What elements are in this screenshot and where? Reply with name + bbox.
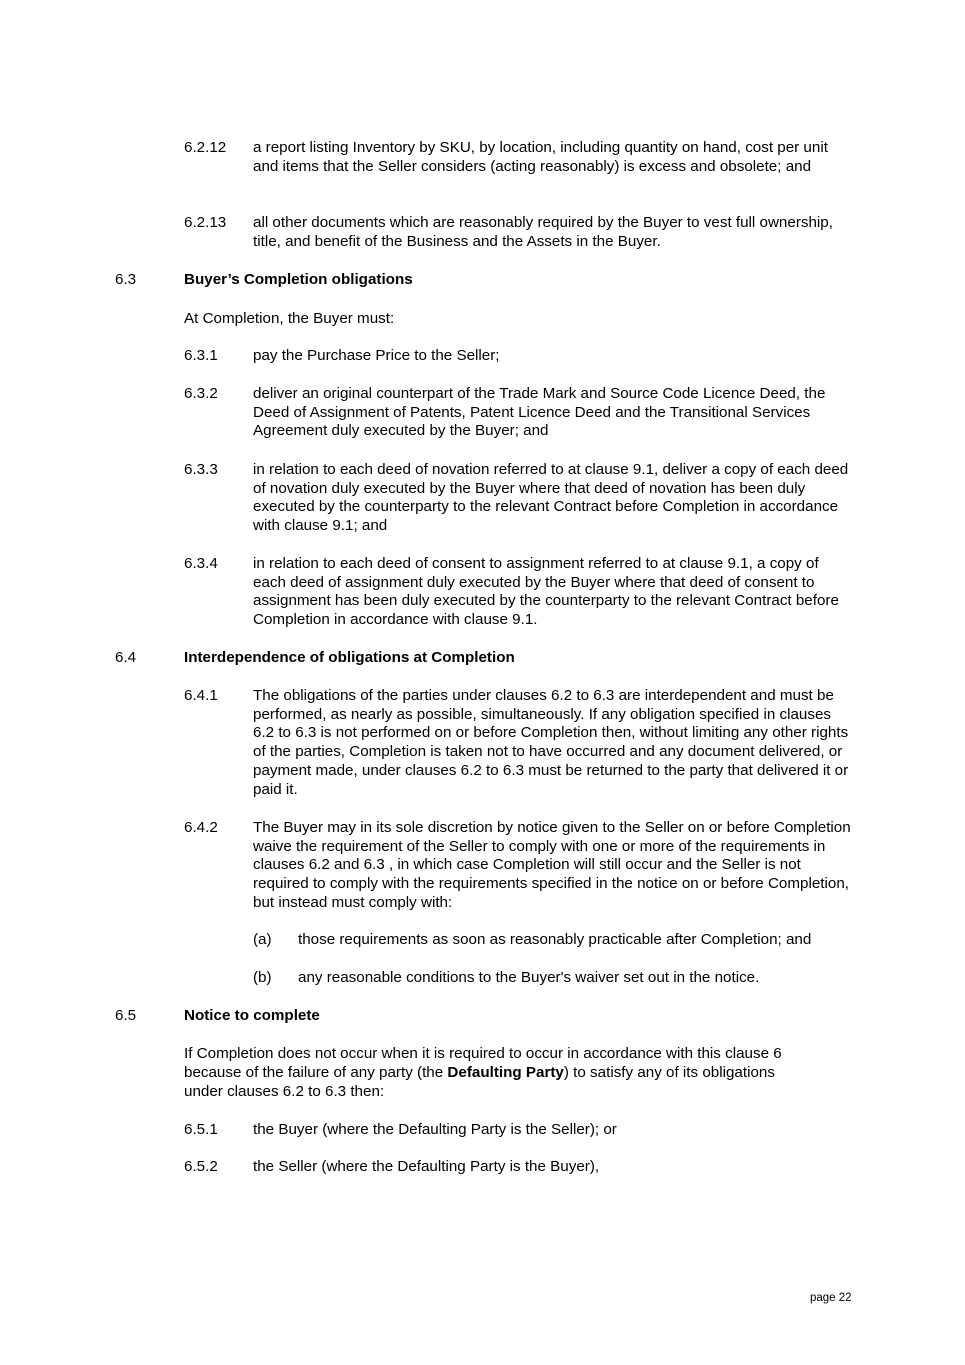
paragraph-text: ) to satisfy any of its obligations — [563, 1064, 775, 1081]
subclause-text: any reasonable conditions to the Buyer's waiver set out in the notice. — [298, 969, 760, 986]
clause-text: The Buyer may in its sole discretion by notice given to the Seller on or before Completion waive the requirement of the Seller to comply with one or more of the requirements in clauses 6.2 and 6.3 , in which case Completion will still occur and the Seller is not required to comply with the requirements specified in the notice on or before Completion, but instead must comply with: — [253, 819, 851, 911]
clause-text: The obligations of the parties under clauses 6.2 to 6.3 are interdependent and must be performed, as nearly as possible, simultaneously. If any obligation specified in clauses 6.2 to 6.3 is not performed on or before Completion then, without limiting any other rights of the parties, Completion is taken not to have occurred and any document delivered, or payment made, under clauses 6.2 to 6.3 must be returned to the party that delivered it or paid it. — [253, 687, 849, 798]
clause-number: 6.3.3 — [184, 461, 218, 478]
clause-text: a report listing Inventory by SKU, by location, including quantity on hand, cost per unit and items that the Seller considers (acting reasonably) is excess and obsolete; and — [253, 139, 828, 175]
clause-text: in relation to each deed of consent to assignment referred to at clause 9.1, a copy of each deed of assignment duly executed by the Buyer where that deed of consent to assignment has been duly executed by the counterparty to the relevant Contract before Completion in accordance with clause 9.1. — [253, 555, 839, 629]
clause-number: 6.4.1 — [184, 687, 218, 704]
subclause-text: those requirements as soon as reasonably practicable after Completion; and — [298, 931, 812, 948]
clause-text: pay the Purchase Price to the Seller; — [253, 347, 500, 364]
paragraph-line: under clauses 6.2 to 6.3 then: — [184, 1083, 385, 1100]
section-intro: At Completion, the Buyer must: — [184, 310, 395, 327]
clause-number: 6.3.4 — [184, 555, 218, 572]
clause-text: in relation to each deed of novation referred to at clause 9.1, deliver a copy of each deed of novation duly executed by the Buyer where that deed of novation has been duly executed by the counterparty to the relevant Contract before Completion in accordance with clause 9.1; and — [253, 461, 849, 535]
section-number: 6.3 — [115, 271, 137, 288]
section-heading: Interdependence of obligations at Completion — [184, 649, 515, 666]
clause-number: 6.5.2 — [184, 1158, 218, 1175]
paragraph-text: because of the failure of any party (the — [184, 1064, 448, 1081]
clause-text: deliver an original counterpart of the Trade Mark and Source Code Licence Deed, the Deed of Assignment of Patents, Patent Licence Deed and the Transitional Services Agreement duly executed by the Buyer; and — [253, 385, 826, 440]
clause-text: the Seller (where the Defaulting Party is the Buyer), — [253, 1158, 600, 1175]
clause-text: all other documents which are reasonably required by the Buyer to vest full ownership, title, and benefit of the Business and the Assets in the Buyer. — [253, 214, 833, 250]
clause-text: the Buyer (where the Defaulting Party is the Seller); or — [253, 1121, 617, 1138]
subclause-number: (a) — [253, 931, 272, 948]
section-number: 6.4 — [115, 649, 137, 666]
section-heading: Notice to complete — [184, 1007, 320, 1024]
section-heading: Buyer’s Completion obligations — [184, 271, 413, 288]
clause-number: 6.5.1 — [184, 1121, 218, 1138]
clause-number: 6.4.2 — [184, 819, 218, 836]
clause-number: 6.2.12 — [184, 139, 227, 156]
paragraph-line: If Completion does not occur when it is required to occur in accordance with this clause 6 — [184, 1045, 782, 1062]
clause-number: 6.3.1 — [184, 347, 218, 364]
clause-number: 6.2.13 — [184, 214, 227, 231]
page-number: page 22 — [810, 1292, 852, 1304]
subclause-number: (b) — [253, 969, 272, 986]
defined-term: Defaulting Party — [447, 1064, 564, 1081]
paragraph-line — [184, 1064, 775, 1083]
clause-number: 6.3.2 — [184, 385, 218, 402]
section-number: 6.5 — [115, 1007, 137, 1024]
